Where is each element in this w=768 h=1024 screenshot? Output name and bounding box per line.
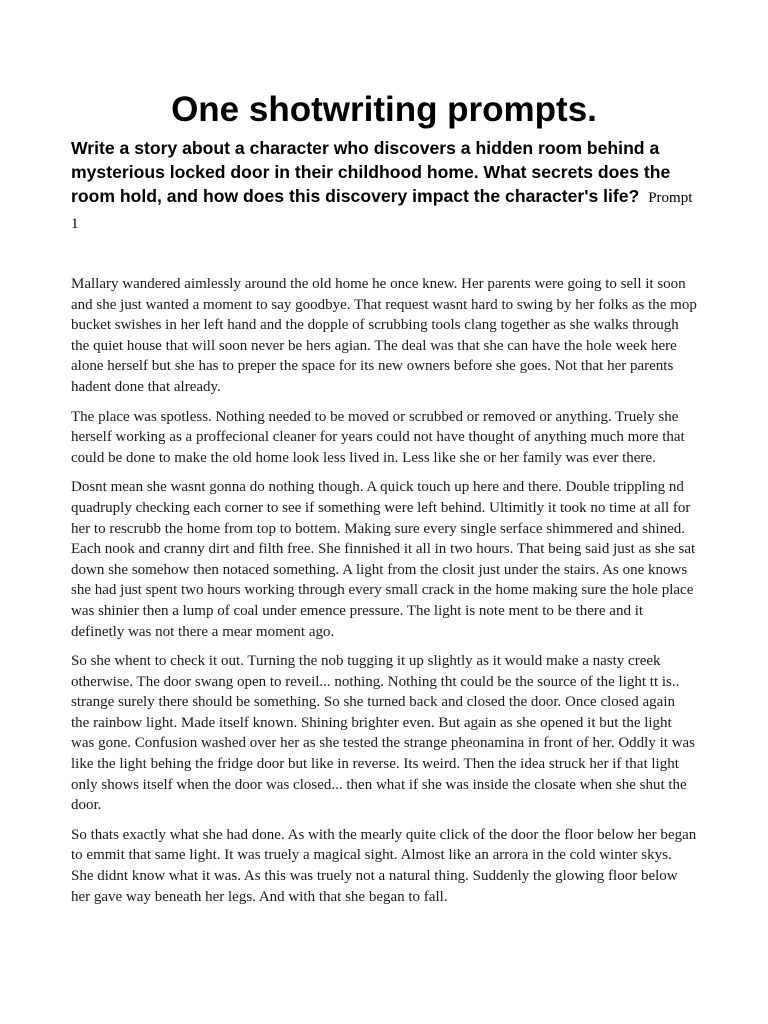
prompt-text: Write a story about a character who discovers a hidden room behind a mysterious locked door in their childhood home. What secrets does the room hold, and how does this discovery impact the character's life? [71,138,671,206]
story-body [71,274,697,907]
document-page [71,88,697,916]
story-paragraph: So thats exactly what she had done. As with the mearly quite click of the door the floor below her began to emmit that same light. It was truely a magical sight. Almost like an arrora in the cold winter skys. She didnt know what it was. As this was truely not a natural thing. Suddenly the glowing floor below her gave way beneath her legs. And with that she began to fall. [71,826,697,905]
writing-prompt [71,136,697,236]
story-paragraph: Mallary wandered aimlessly around the old home he once knew. Her parents were going to sell it soon and she just wanted a moment to say goodbye. That request wasnt hard to swing by her folks as the mop bucket swishes in her left hand and the dopple of scrubbing tools clang together as she walks through the quiet house that will soon never be hers agian. The deal was that she can have the hole week here alone herself but she has to preper the space for its new owners before she goes. Not that her parents hadent done that already. [71,276,697,395]
page-title: One shotwriting prompts. [171,90,597,129]
story-paragraph: So she whent to check it out. Turning the nob tugging it up slightly as it would make a nasty creek otherwise. The door swang open to reveil... nothing. Nothing tht could be the source of the light tt is.. strange surely there should be something. So she turned back and closed the door. Once closed again the rainbow light. Made itself known. Shining brighter even. But again as she opened it but the light was gone. Confusion washed over her as she tested the strange pheonamina in front of her. Oddly it was like the light behing the fridge door but like in reverse. Its weird. Then the idea struck her if that light only shows itself when the door was closed... then what if she was inside the closate when she shut the door. [71,653,696,814]
prompt-label: Prompt 1 [71,190,693,232]
story-paragraph: Dosnt mean she wasnt gonna do nothing though. A quick touch up here and there. Double trippling nd quadruply checking each corner to see if something were left behind. Ultimitly it took no time at all for her to rescrubb the home from top to bottem. Making sure every single serface shimmered and shined. Each nook and cranny dirt and filth free. She finnished it all in two hours. That being said just as she sat down she somehow then notaced something. A light from the closit just under the stairs. As one knows she had just spent two hours working through every small crack in the home making sure the hole place was shinier then a lump of coal under emence pressure. The light is note ment to be there and it definetly was not there a mear moment ago. [71,479,696,640]
story-paragraph: The place was spotless. Nothing needed to be moved or scrubbed or removed or anything. Truely she herself working as a proffecional cleaner for years could not have thought of anything much more that could be done to make the old home look less lived in. Less like she or her family was ever there. [71,408,685,466]
